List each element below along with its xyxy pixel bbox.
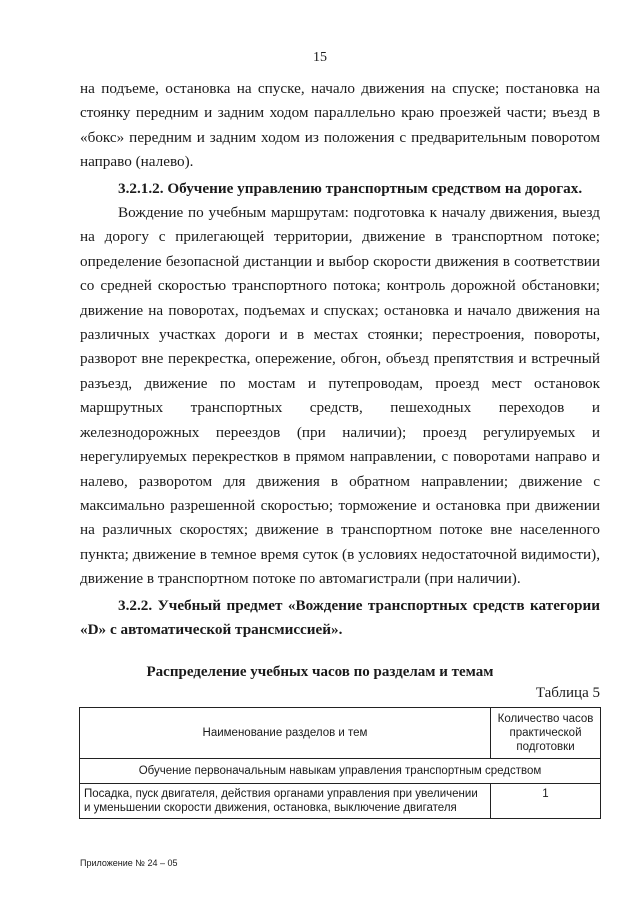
header-cell-hours: Количество часов практической подготовки <box>491 708 601 759</box>
footer-annex: Приложение № 24 – 05 <box>80 858 178 868</box>
table-label: Таблица 5 <box>535 685 600 701</box>
section-heading-3-2-2: 3.2.2. Учебный предмет «Вождение транспортных средств категории «D» с автоматической трансмиссией». <box>80 596 600 638</box>
table-row <box>80 784 601 819</box>
row-hours-cell: 1 <box>491 784 601 819</box>
page-number: 15 <box>313 50 327 65</box>
paragraph-continuation: на подъеме, остановка на спуске, начало движения на спуске; постановка на стоянку передним и задним ходом параллельно краю проезжей части; въезд в «бокс» передним и задним ходом из положения с предварительным поворотом направо (налево). <box>80 80 600 171</box>
document-body <box>80 77 600 642</box>
paragraph-driving-routes: Вождение по учебным маршрутам: подготовка к началу движения, выезд на дорогу с прилегающей территории, движение в транспортном потоке; определение безопасной дистанции и выбор скорости движения в соответствии со средней скоростью транспортного потока; контроль дорожной обстановки; движение на поворотах, подъемах и спусках; остановка и начало движения на различных участках дороги и в местах стоянки; перестроения, повороты, разворот вне перекрестка, опережение, обгон, объезд препятствия и встречный разъезд, движение по мостам и путепроводам, проезд мест остановок маршрутных транспортных средств, пешеходных переходов и железнодорожных переездов (при наличии); проезд регулируемых и нерегулируемых перекрестков в прямом направлении, с поворотами направо и налево, разворотом для движения в обратном направлении; движение с максимально разрешенной скоростью; торможение и остановка при движении на различных скоростях; движение в транспортном потоке вне населенного пункта; движение в темное время суток (в условиях недостаточной видимости), движение в транспортном потоке по автомагистрали (при наличии). <box>80 204 600 588</box>
hours-table <box>79 707 601 819</box>
section-cell: Обучение первоначальным навыкам управления транспортным средством <box>80 759 601 784</box>
table-title: Распределение учебных часов по разделам и темам <box>146 664 494 680</box>
table-section-row <box>80 759 601 784</box>
header-cell-topics: Наименование разделов и тем <box>80 708 491 759</box>
section-heading-3-2-1-2: 3.2.1.2. Обучение управлению транспортным средством на дорогах. <box>118 179 583 197</box>
row-topic-cell: Посадка, пуск двигателя, действия органами управления при увеличении и уменьшении скорости движения, остановка, выключение двигателя <box>80 784 491 819</box>
table-header-row <box>80 708 601 759</box>
